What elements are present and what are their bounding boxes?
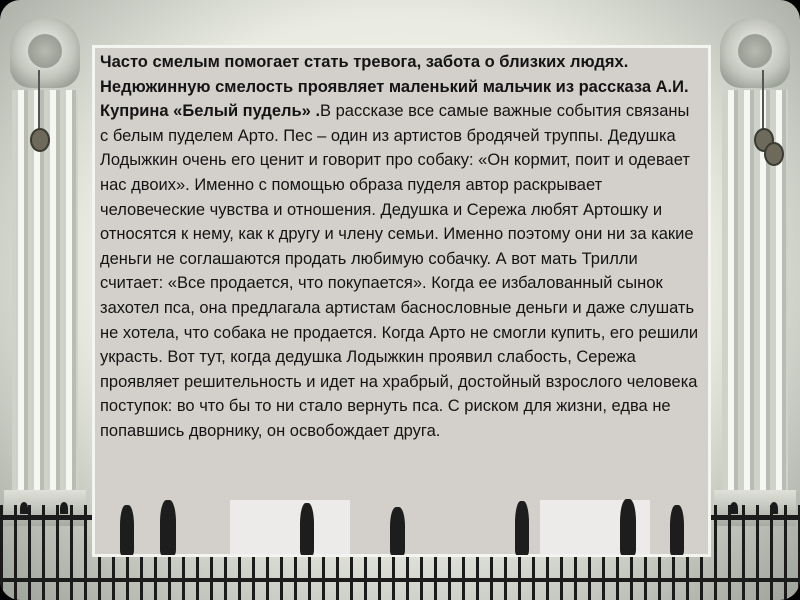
figure-silhouette [390,507,405,555]
medallion-icon [764,142,784,166]
figure-silhouette [620,499,636,555]
figure-silhouette [300,503,314,555]
figure-silhouette [160,500,176,555]
lion-capital-icon [720,18,790,88]
lion-capital-icon [10,18,80,88]
figure-silhouette [515,501,529,555]
medallion-icon [30,128,50,152]
slide-body-text: В рассказе все самые важные события связаны с белым пуделем Арто. Пес – один из артистов бродячей труппы. Дедушка Лодыжкин очень его ценит и говорит про собаку: «Он кормит, поит и одевает нас двоих». Именно с помощью образа пуделя автор раскрывает человеческие чувства и отношения. Дедушка и Сережа любят Артошку и относятся к нему, как к другу и члену семьи. Именно поэтому они ни за какие деньги не соглашаются продать любимую собачку. А вот мать Трилли считает: «Все продается, что покупается». Когда ее избалованный сынок захотел пса, она предлагала артистам баснословные деньги и даже слушать не хотела, что собака не продается. Когда Арто не смогли купить, его решили украсть. Вот тут, когда дедушка Лодыжкин проявил слабость, Сережа проявляет решительность и идет на храбрый, достойный взрослого человека поступок: во что бы то ни стало вернуть пса. С риском для жизни, едва не попавшись дворнику, он освобождает друга. [100,102,699,440]
slide-text [100,50,700,444]
figure-silhouette [120,505,134,555]
theatre-silhouettes [100,495,700,555]
slide-intro-bold: Часто смелым помогает стать тревога, забота о близких людях. Недюжинную смелость проявляет маленький мальчик из рассказа А.И. Куприна «Белый пудель» . [100,53,689,121]
figure-silhouette [670,505,684,555]
